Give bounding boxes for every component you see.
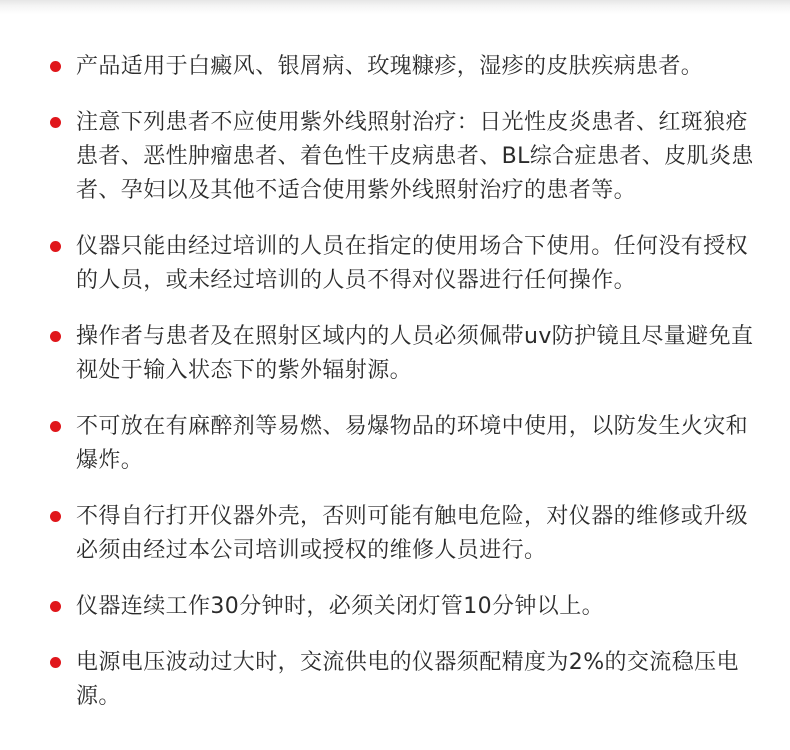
list-item (0, 230, 790, 298)
list-item (0, 590, 790, 624)
bullet-dot-icon (50, 117, 61, 128)
notice-text: 仪器只能由经过培训的人员在指定的使用场合下使用。任何没有授权的人员，或未经过培训的人员不得对仪器进行任何操作。 (76, 234, 749, 293)
notice-text: 注意下列患者不应使用紫外线照射治疗：日光性皮炎患者、红斑狼疮患者、恶性肿瘤患者、着色性干皮病患者、BL综合症患者、皮肌炎患者、孕妇以及其他不适合使用紫外线照射治疗的患者等。 (76, 110, 754, 203)
bullet-dot-icon (50, 241, 61, 252)
bullet-dot-icon (50, 61, 61, 72)
notice-text: 电源电压波动过大时，交流供电的仪器须配精度为2%的交流稳压电源。 (76, 650, 739, 709)
bullet-dot-icon (50, 601, 61, 612)
bullet-dot-icon (50, 657, 61, 668)
top-shadow (0, 0, 790, 14)
notice-list (0, 50, 790, 736)
notice-text: 仪器连续工作30分钟时，必须关闭灯管10分钟以上。 (76, 594, 604, 619)
list-item (0, 106, 790, 208)
notice-text: 产品适用于白癜风、银屑病、玫瑰糠疹，湿疹的皮肤疾病患者。 (76, 54, 704, 79)
list-item (0, 500, 790, 568)
notice-text: 不得自行打开仪器外壳，否则可能有触电危险，对仪器的维修或升级必须由经过本公司培训或授权的维修人员进行。 (76, 504, 749, 563)
bullet-dot-icon (50, 331, 61, 342)
list-item (0, 410, 790, 478)
bullet-dot-icon (50, 421, 61, 432)
notice-text: 不可放在有麻醉剂等易燃、易爆物品的环境中使用，以防发生火灾和爆炸。 (76, 414, 749, 473)
notice-text: 操作者与患者及在照射区域内的人员必须佩带uv防护镜且尽量避免直视处于输入状态下的紫外辐射源。 (76, 324, 754, 383)
list-item (0, 646, 790, 714)
list-item (0, 320, 790, 388)
list-item (0, 50, 790, 84)
bullet-dot-icon (50, 511, 61, 522)
